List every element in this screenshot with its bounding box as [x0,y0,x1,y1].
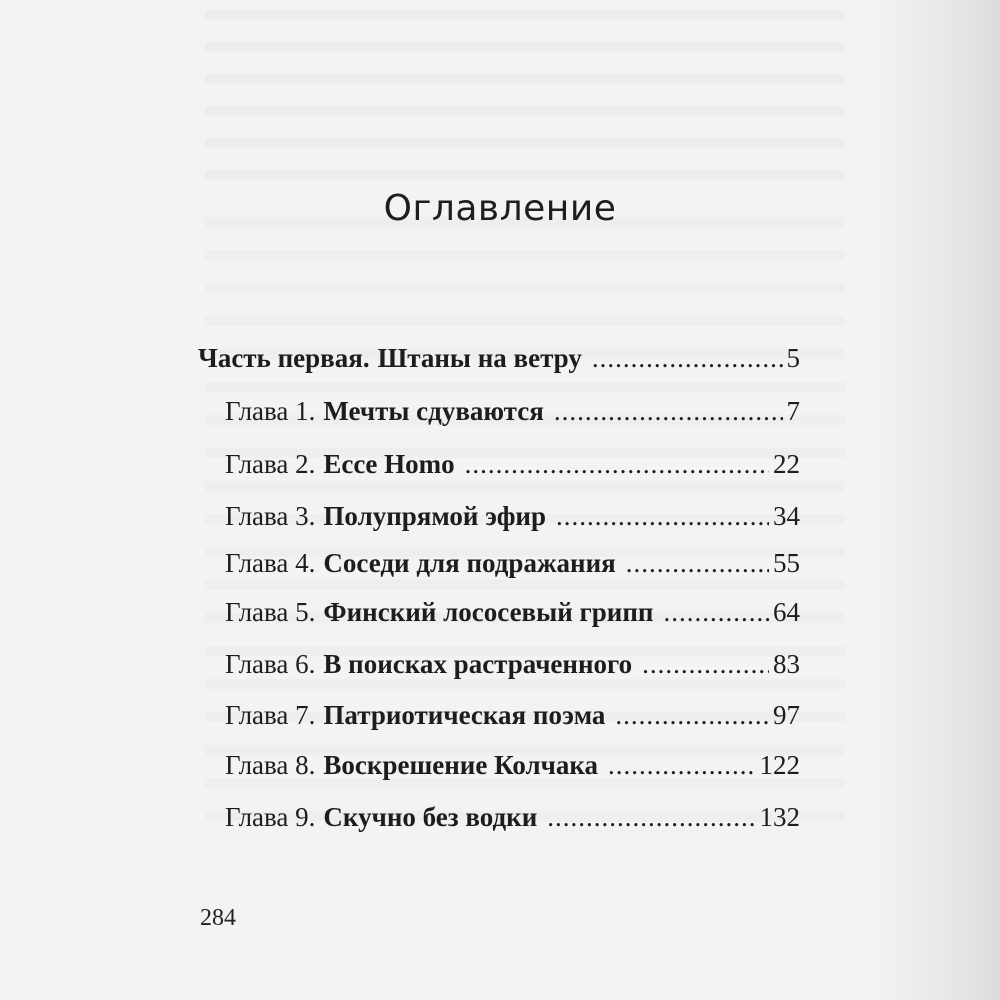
toc-chapter-title: Соседи для подражания [323,548,616,578]
page-number-footer: 284 [200,905,236,931]
toc-part-prefix: Часть первая. [198,343,370,373]
dot-leader [663,597,769,628]
toc-chapter-row [225,449,800,480]
toc-chapter-row [225,750,800,781]
toc-chapter-row [225,649,800,680]
dot-leader [465,449,769,480]
toc-page-number: 97 [773,700,800,730]
page-title: Оглавление [383,188,617,229]
toc-chapter-row [225,396,800,427]
toc-chapter-prefix: Глава 9. [225,802,316,832]
toc-chapter-row [225,597,800,628]
toc-chapter-title: Воскрешение Колчака [323,750,598,780]
dot-leader [626,548,769,579]
dot-leader [554,396,783,427]
toc-chapter-prefix: Глава 2. [225,449,316,479]
toc-page-number: 7 [786,396,800,426]
toc-chapter-prefix: Глава 7. [225,700,316,730]
toc-page-number: 64 [773,597,800,627]
toc-part-row [198,343,800,374]
toc-chapter-prefix: Глава 8. [225,750,316,780]
toc-chapter-title: Скучно без водки [323,802,538,832]
toc-page-number: 34 [773,501,800,531]
toc-chapter-row [225,548,800,579]
toc-chapter-prefix: Глава 3. [225,501,316,531]
toc-chapter-title: Патриотическая поэма [323,700,606,730]
toc-chapter-title: Финский лососевый грипп [323,597,654,627]
toc-chapter-row [225,501,800,532]
dot-leader [608,750,756,781]
toc-chapter-prefix: Глава 6. [225,649,316,679]
toc-chapter-title: Мечты сдуваются [323,396,544,426]
toc-part-title: Штаны на ветру [377,343,582,373]
show-through [205,0,845,200]
dot-leader [547,802,755,833]
toc-page-number: 22 [773,449,800,479]
page-fold-shadow [870,0,1000,1000]
toc-page-number: 5 [786,343,800,373]
dot-leader [642,649,769,680]
toc-chapter-prefix: Глава 4. [225,548,316,578]
toc-page-number: 55 [773,548,800,578]
toc-chapter-prefix: Глава 5. [225,597,316,627]
toc-chapter-row [225,802,800,833]
toc-chapter-title: Полупрямой эфир [323,501,547,531]
dot-leader [592,343,783,374]
toc-chapter-title: В поисках растраченного [323,649,633,679]
toc-page-number: 132 [759,802,800,832]
dot-leader [615,700,769,731]
toc-page-number: 83 [773,649,800,679]
toc-chapter-title: Ecce Homo [323,449,455,479]
toc-page-number: 122 [759,750,800,780]
dot-leader [556,501,769,532]
toc-chapter-row [225,700,800,731]
toc-chapter-prefix: Глава 1. [225,396,316,426]
